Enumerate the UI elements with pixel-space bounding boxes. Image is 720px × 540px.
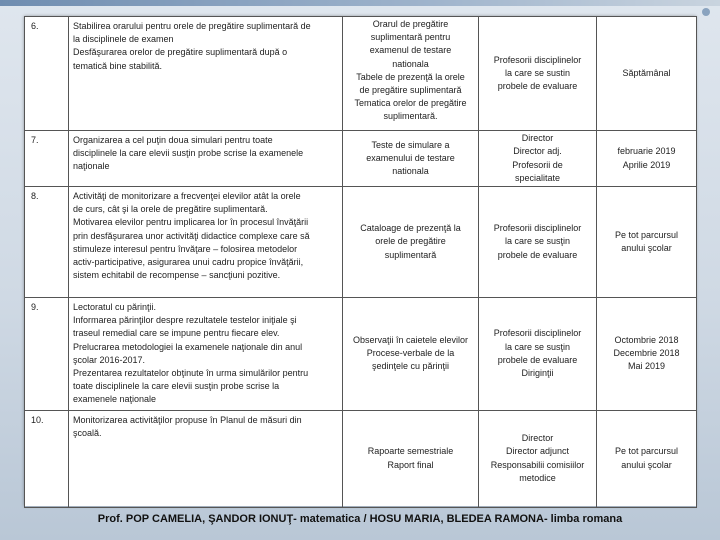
table-row (25, 298, 697, 411)
row-number: 10. (25, 410, 69, 507)
responsible-cell: Profesorii disciplinelor la care se sustin probele de evaluare (479, 17, 597, 131)
term-cell: Pe tot parcursul anului şcolar (597, 410, 697, 507)
slide-top-band (0, 0, 720, 6)
term-cell: Săptămânal (597, 17, 697, 131)
instruments-cell: Rapoarte semestriale Raport final (343, 410, 479, 507)
authors-footer: Prof. POP CAMELIA, ŞANDOR IONUŢ- matematica / HOSU MARIA, BLEDEA RAMONA- limba romana (97, 513, 623, 525)
table-row (25, 187, 697, 298)
activity-cell: Monitorizarea activităţilor propuse în Planul de măsuri din şcoală. (69, 410, 343, 507)
responsible-cell: Director Director adjunct Responsabilii comisiilor metodice (479, 410, 597, 507)
action-plan-table (24, 16, 697, 508)
row-number: 7. (25, 131, 69, 187)
instruments-cell: Teste de simulare a examenului de testare nationala (343, 131, 479, 187)
instruments-cell: Orarul de pregătire suplimentară pentru examenul de testare nationala Tabele de prezenţă la orele de pregătire suplimentară Tematica orelor de pregătire suplimentară. (343, 17, 479, 131)
row-number: 9. (25, 298, 69, 411)
responsible-cell: Director Director adj. Profesorii de specialitate (479, 131, 597, 187)
term-cell: Pe tot parcursul anului şcolar (597, 187, 697, 298)
row-number: 8. (25, 187, 69, 298)
term-cell: Octombrie 2018 Decembrie 2018 Mai 2019 (597, 298, 697, 411)
activity-cell: Lectoratul cu părinţii. Informarea părinţilor despre rezultatele testelor iniţiale şi traseul remedial care se impune pentru fiecare elev. Prelucrarea metodologiei la examenele naţionale din anul şcolar 2016-2017. Prezentarea rezultatelor obţinute în urma simulărilor pentru toate disciplinele la care elevii susţin probe scrise la examenele naţionale (69, 298, 343, 411)
activity-cell: Activităţi de monitorizare a frecvenţei elevilor atât la orele de curs, cât şi la orele de pregătire suplimentară. Motivarea elevilor pentru implicarea lor în procesul învăţării prin desfăşurarea unor activităţi didactice complexe care să stimuleze interesul pentru învăţare – folosirea metodelor activ-participative, asigurarea unui cadru propice învăţării, sistem echitabil de recompense – sancţiuni pozitive. (69, 187, 343, 298)
activity-cell: Stabilirea orarului pentru orele de pregătire suplimentară de la disciplinele de examen Desfăşurarea orelor de pregătire suplimentară după o tematică bine stabilită. (69, 17, 343, 131)
instruments-cell: Cataloage de prezenţă la orele de pregătire suplimentară (343, 187, 479, 298)
instruments-cell: Observaţii în caietele elevilor Procese-verbale de la şedinţele cu părinţii (343, 298, 479, 411)
decorative-dot (702, 8, 710, 16)
table-row (25, 17, 697, 131)
row-number: 6. (25, 17, 69, 131)
table-row (25, 131, 697, 187)
activity-cell: Organizarea a cel puţin doua simulari pentru toate disciplinele la care elevii susţin probe scrise la examenele naţionale (69, 131, 343, 187)
responsible-cell: Profesorii disciplinelor la care se susţin probele de evaluare (479, 187, 597, 298)
responsible-cell: Profesorii disciplinelor la care se susţin probele de evaluare Diriginţii (479, 298, 597, 411)
table-row (25, 410, 697, 507)
term-cell: februarie 2019 Aprilie 2019 (597, 131, 697, 187)
